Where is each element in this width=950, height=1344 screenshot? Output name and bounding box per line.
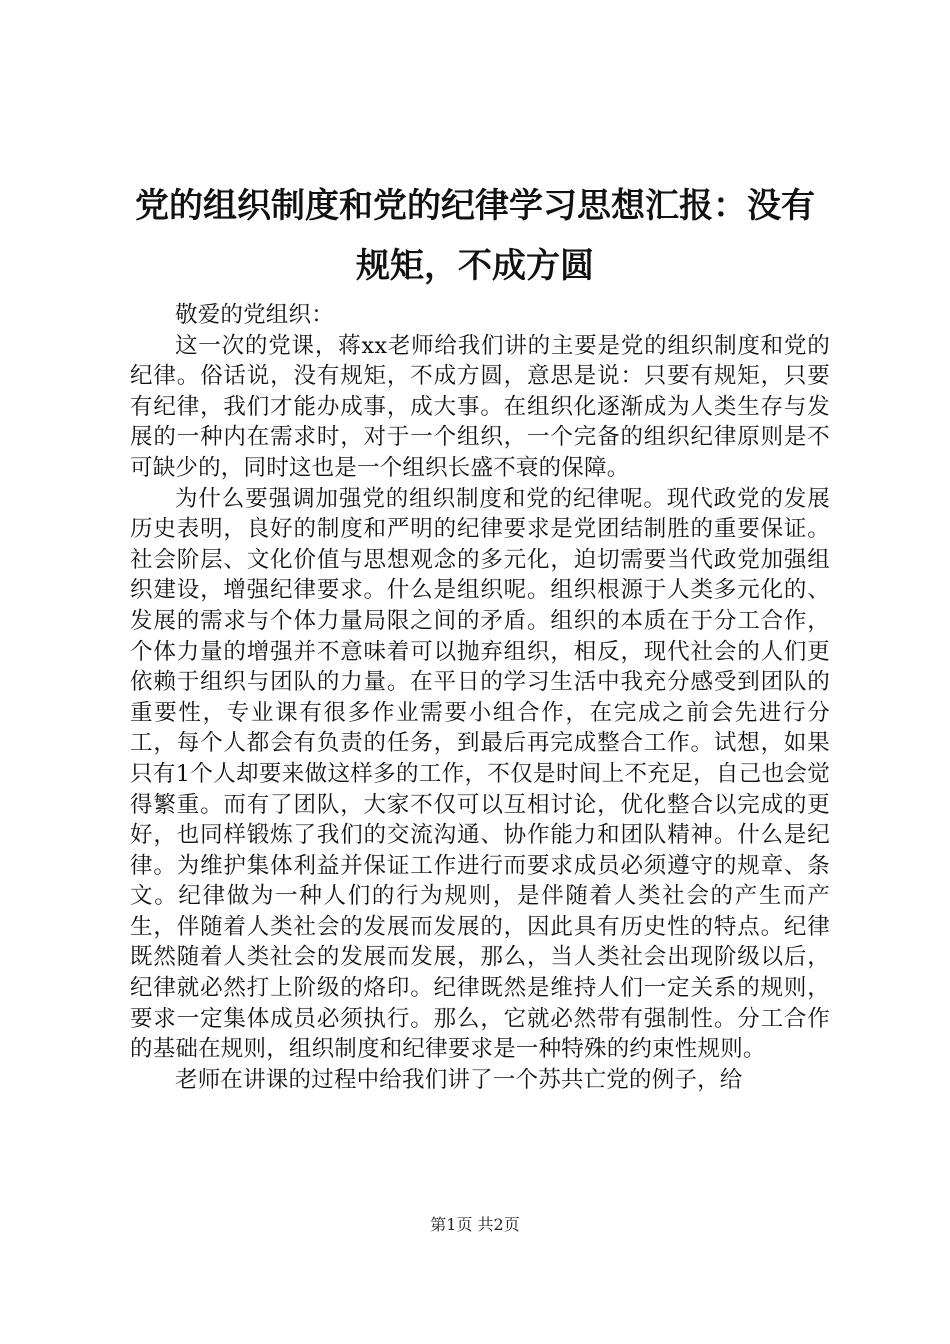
salutation: 敬爱的党组织： <box>175 302 334 328</box>
title-line-1: 党的组织制度和党的纪律学习思想汇报：没有 <box>135 186 815 226</box>
paragraph-3: 老师在讲课的过程中给我们讲了一个苏共亡党的例子，给 <box>175 1066 743 1093</box>
paragraph-2: 为什么要强调加强党的组织制度和党的纪律呢。现代政党的发展历史表明，良好的制度和严明的纪律要求是党团结制胜的重要保证。社会阶层、文化价值与思想观念的多元化，迫切需要当代政党加强组织建设，增强纪律要求。什么是组织呢。组织根源于人类多元化的、发展的需求与个体力量局限之间的矛盾。组织的本质在于分工合作，个体力量的增强并不意味着可以抛弃组织，相反，现代社会的人们更依赖于组织与团队的力量。在平日的学习生活中我充分感受到团队的重要性，专业课有很多作业需要小组合作，在完成之前会先进行分工，每个人都会有负责的任务，到最后再完成整合工作。试想，如果只有1个人却要来做这样多的工作，不仅是时间上不充足，自己也会觉得繁重。而有了团队，大家不仅可以互相讨论，优化整合以完成的更好，也同样锻炼了我们的交流沟通、协作能力和团队精神。什么是纪律。为维护集体利益并保证工作进行而要求成员必须遵守的规章、条文。纪律做为一种人们的行为规则，是伴随着人类社会的产生而产生，伴随着人类社会的发展而发展的，因此具有历史性的特点。纪律既然随着人类社会的发展而发展，那么，当人类社会出现阶级以后，纪律就必然打上阶级的烙印。纪律既然是维持人们一定关系的规则，要求一定集体成员必须执行。那么，它就必然带有强制性。分工合作的基础在规则，组织制度和纪律要求是一种特殊的约束性规则。 <box>130 485 830 1063</box>
page-number-footer: 第1页 共2页 <box>430 1215 520 1234</box>
paragraph-1: 这一次的党课，蒋xx老师给我们讲的主要是党的组织制度和党的纪律。俗话说，没有规矩，不成方圆，意思是说：只要有规矩，只要有纪律，我们才能办成事，成大事。在组织化逐渐成为人类生存与发展的一种内在需求时，对于一个组织，一个完备的组织纪律原则是不可缺少的，同时这也是一个组织长盛不衰的保障。 <box>130 332 830 481</box>
document-title <box>110 176 840 296</box>
title-line-2: 规矩，不成方圆 <box>356 246 594 286</box>
document-body <box>130 300 830 1095</box>
